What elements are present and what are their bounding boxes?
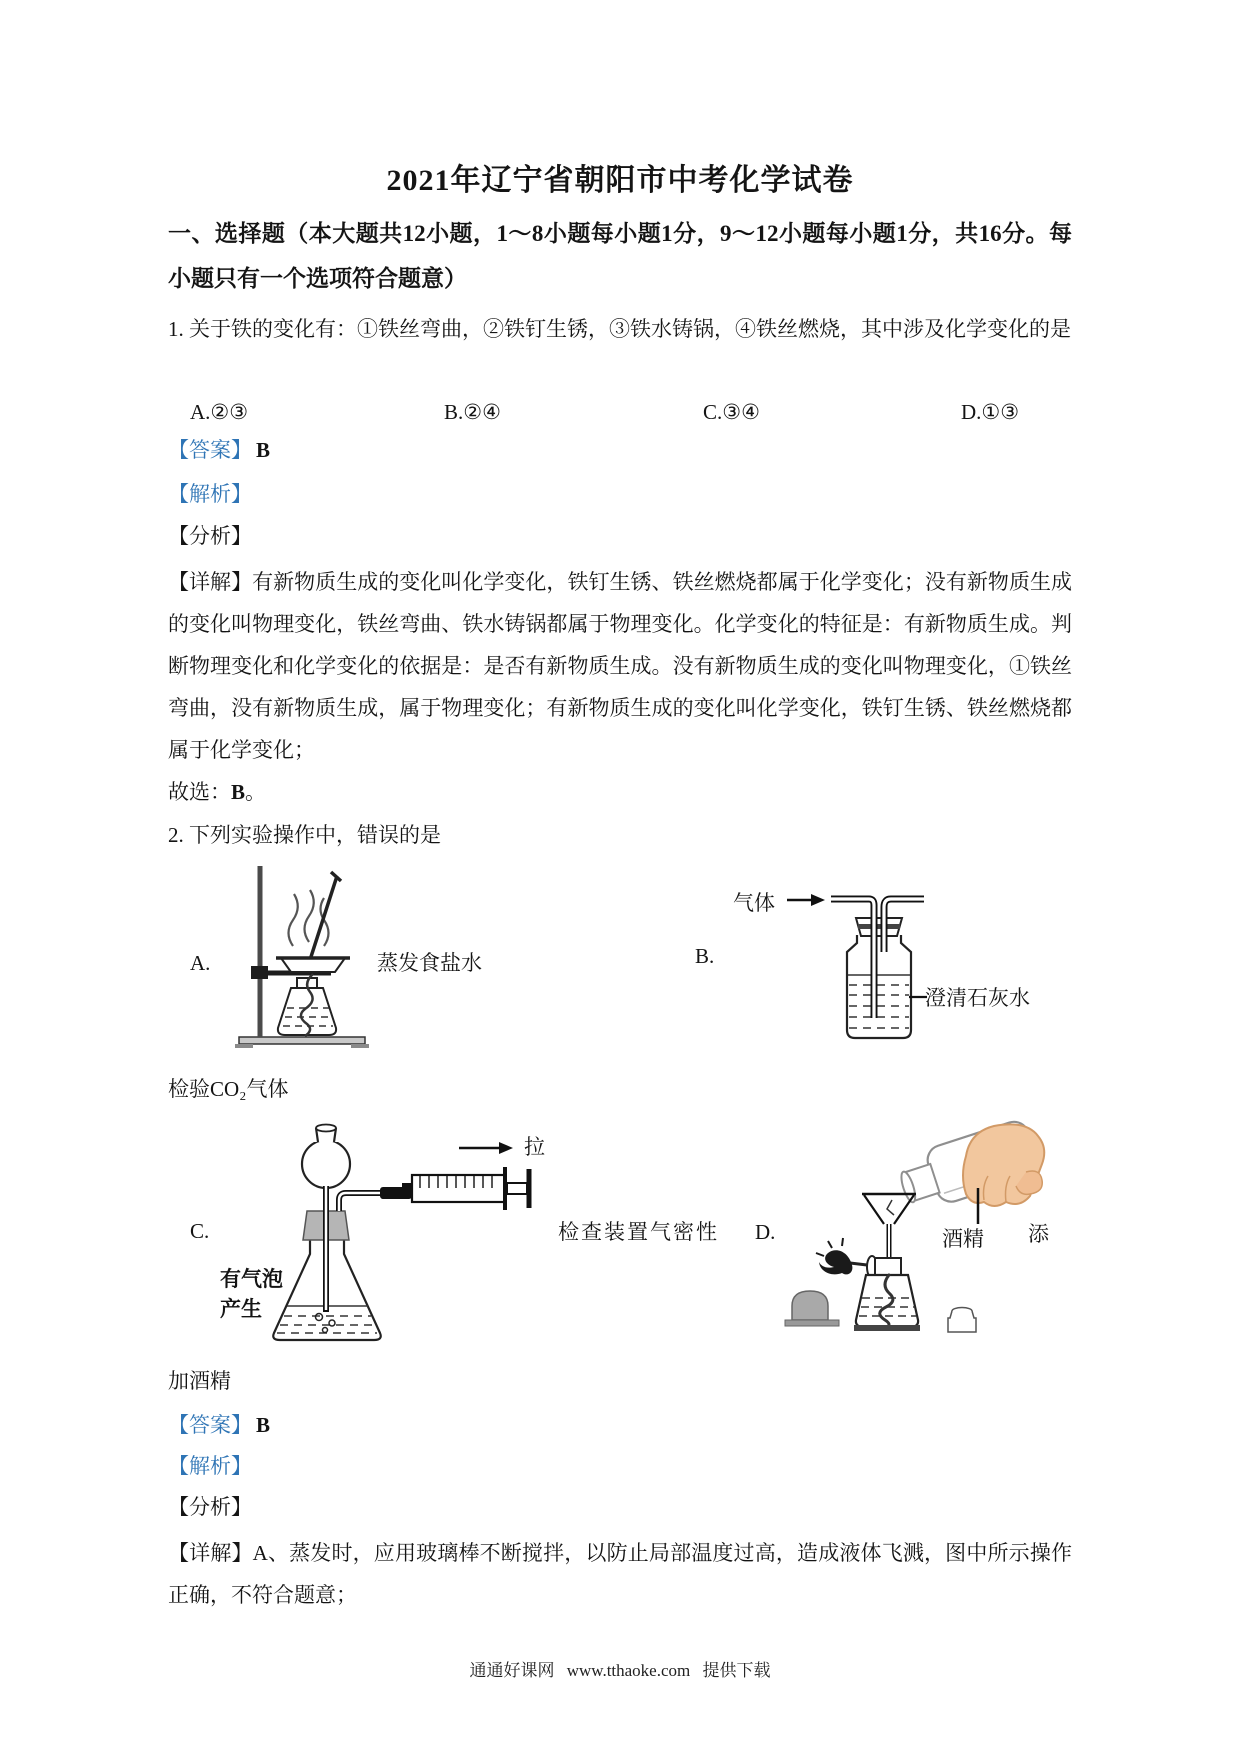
q1-conclusion-suffix: 。 [245,780,267,804]
q2-figure-a-label: A. [190,951,211,975]
q2-figure-d-label: D. [755,1220,776,1244]
q1-conclusion-answer: B [231,780,246,804]
page-footer: 通通好课网 www.tthaoke.com 提供下载 [469,1661,771,1680]
q2-fenxi-label: 【分析】 [168,1495,252,1519]
q1-answer-row [168,437,270,463]
q2-detail-paragraph: 【详解】A、蒸发时，应用玻璃棒不断搅拌，以防止局部温度过高，造成液体飞溅，图中所示操作正确，不符合题意； [168,1541,1072,1607]
q2-figure-b-label: B. [695,944,715,968]
q1-option-c: C.③④ [703,400,760,424]
q1-conclusion-prefix: 故选： [168,780,231,804]
answer-label: 【答案】 [168,438,252,462]
page-title: 2021年辽宁省朝阳市中考化学试卷 [386,164,854,197]
q2-figure-d-alcohol-label: 酒精 [942,1227,984,1251]
q2-figure-c-pull-label: 拉 [524,1135,545,1159]
q2-answer-row [168,1412,270,1438]
evaporation-apparatus-diagram [233,860,373,1055]
q2-figure-a-caption: 蒸发食盐水 [377,951,482,975]
air-tightness-check-diagram [262,1112,552,1347]
q2-figure-d-caption: 加酒精 [168,1369,231,1393]
q1-option-b: B.②④ [444,400,501,424]
gas-wash-bottle-diagram [785,878,965,1046]
q2-figure-b-liquid-label: 澄清石灰水 [925,986,1030,1010]
q2-figure-d-add-label: 添 [1028,1222,1049,1246]
q1-option-a: A.②③ [190,400,249,424]
q2-figure-c-bubbles-label [220,1264,283,1324]
q1-option-d: D.①③ [961,400,1020,424]
q1-jiexi-label: 【解析】 [168,482,252,506]
q2-jiexi-label: 【解析】 [168,1454,252,1478]
q1-fenxi-label: 【分析】 [168,524,252,548]
question-2-stem: 2. 下列实验操作中，错误的是 [168,823,441,847]
q2-figure-c-label: C. [190,1219,210,1243]
bubbles-line-2: 产生 [220,1297,262,1321]
question-1-stem: 1. 关于铁的变化有：①铁丝弯曲，②铁钉生锈，③铁水铸锅，④铁丝燃烧，其中涉及化学变化的是 [168,317,1071,341]
q2-figure-b-gas-label: 气体 [733,891,775,915]
q1-detail-paragraph: 【详解】有新物质生成的变化叫化学变化，铁钉生锈、铁丝燃烧都属于化学变化；没有新物质生成的变化叫物理变化，铁丝弯曲、铁水铸锅都属于物理变化。化学变化的特征是：有新物质生成。判断物理变化和化学变化的依据是：是否有新物质生成。没有新物质生成的变化叫物理变化，①铁丝弯曲，没有新物质生成，属于物理变化；有新物质生成的变化叫化学变化，铁钉生锈、铁丝燃烧都属于化学变化； [168,570,1072,762]
q2-figure-b-caption: 检验CO₂气体 [168,1077,289,1101]
q2-answer-value: B [256,1413,271,1437]
bubbles-line-1: 有气泡 [220,1267,283,1291]
q1-conclusion [168,779,266,805]
q1-answer-value: B [256,438,271,462]
answer-label: 【答案】 [168,1413,252,1437]
section-heading: 一、选择题（本大题共12小题，1～8小题每小题1分，9～12小题每小题1分，共16分。每小题只有一个选项符合题意） [168,221,1072,291]
q2-figure-c-caption: 检查装置气密性 [558,1220,719,1244]
